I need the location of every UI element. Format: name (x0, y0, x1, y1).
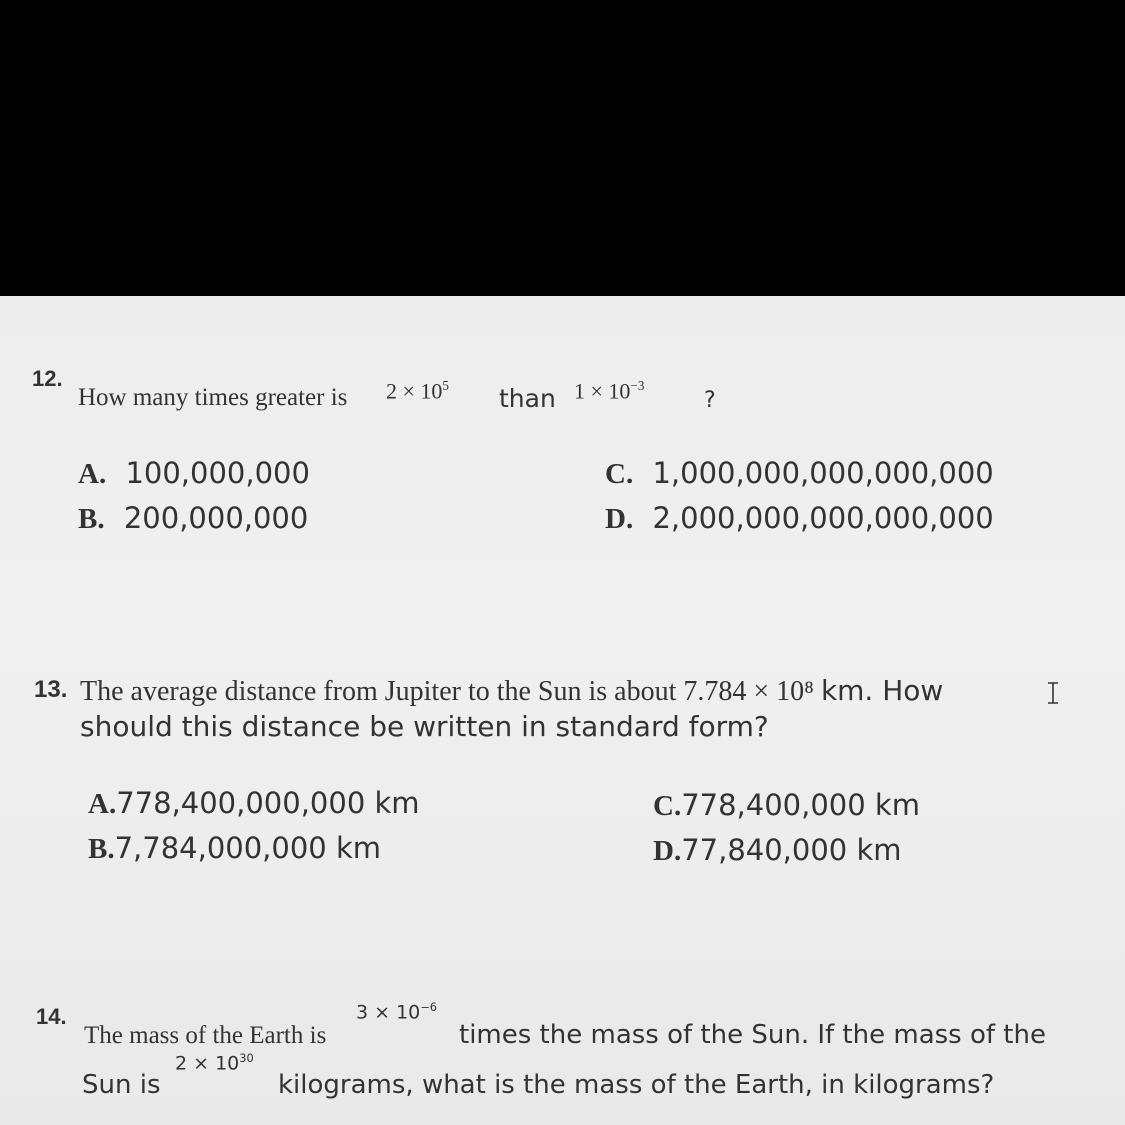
choice-value: 1,000,000,000,000,000 (652, 456, 994, 490)
choice-value: 778,400,000 km (681, 788, 920, 822)
q14-expression-2 (175, 1051, 254, 1074)
q13-line1-sans: km. How (820, 674, 944, 707)
q14-line2-start: Sun is (82, 1070, 161, 1100)
choice-letter: B. (78, 503, 105, 535)
q13-choice-a[interactable] (88, 786, 420, 821)
q14-expr2-exponent: 30 (239, 1051, 254, 1065)
choice-letter: C. (653, 790, 682, 822)
worksheet-page (0, 296, 1125, 1125)
q13-choice-d[interactable] (653, 833, 902, 868)
q14-expr1-exponent: −6 (420, 1000, 438, 1014)
choice-letter: A. (78, 458, 107, 490)
choice-value: 778,400,000,000 km (116, 786, 420, 820)
choice-value: 200,000,000 (123, 501, 309, 535)
q12-prefix: How many times greater is (78, 384, 348, 411)
q13-choice-b[interactable] (88, 831, 381, 866)
q12-than: than (499, 384, 556, 413)
choice-value: 100,000,000 (125, 456, 310, 490)
choice-value: 77,840,000 km (681, 833, 902, 867)
text-cursor-icon (1046, 682, 1060, 704)
q14-line1-serif: The mass of the Earth is (84, 1022, 327, 1049)
q13-line-1 (80, 674, 943, 708)
q13-number: 13. (34, 676, 68, 703)
q12-question-mark: ? (704, 388, 716, 413)
q12-number: 12. (32, 366, 63, 391)
q12-choice-b[interactable] (78, 501, 308, 536)
q12-choice-c[interactable] (605, 456, 994, 491)
choice-value: 2,000,000,000,000,000 (652, 501, 994, 535)
q12-expr1-base: 2 × 10 (386, 378, 443, 404)
q14-expr1-base: 3 × 10 (356, 1001, 421, 1024)
q12-choice-d[interactable] (605, 501, 994, 536)
choice-letter: C. (605, 458, 634, 490)
q14-expr2-base: 2 × 10 (175, 1052, 240, 1075)
choice-letter: B. (88, 833, 115, 865)
q12-expression-1 (386, 378, 449, 404)
choice-letter: A. (88, 788, 117, 820)
q12-choice-a[interactable] (78, 456, 310, 491)
q12-expression-2 (574, 378, 644, 404)
q13-line-2: should this distance be written in standard form? (80, 710, 769, 743)
q12-expr1-exponent: 5 (442, 378, 450, 393)
q14-number: 14. (36, 1004, 67, 1029)
q14-line1-sans: times the mass of the Sun. If the mass of the (459, 1020, 1046, 1050)
q14-line2-end: kilograms, what is the mass of the Earth, in kilograms? (278, 1070, 995, 1100)
q12-expr2-exponent: −3 (630, 378, 645, 393)
q13-line1-serif: The average distance from Jupiter to the Sun is about 7.784 × 10⁸ (80, 676, 814, 707)
choice-letter: D. (653, 835, 682, 867)
choice-value: 7,784,000,000 km (114, 831, 382, 865)
choice-letter: D. (605, 503, 634, 535)
q14-expression-1 (356, 1000, 437, 1023)
q12-expr2-base: 1 × 10 (574, 378, 631, 404)
q13-choice-c[interactable] (653, 788, 920, 823)
